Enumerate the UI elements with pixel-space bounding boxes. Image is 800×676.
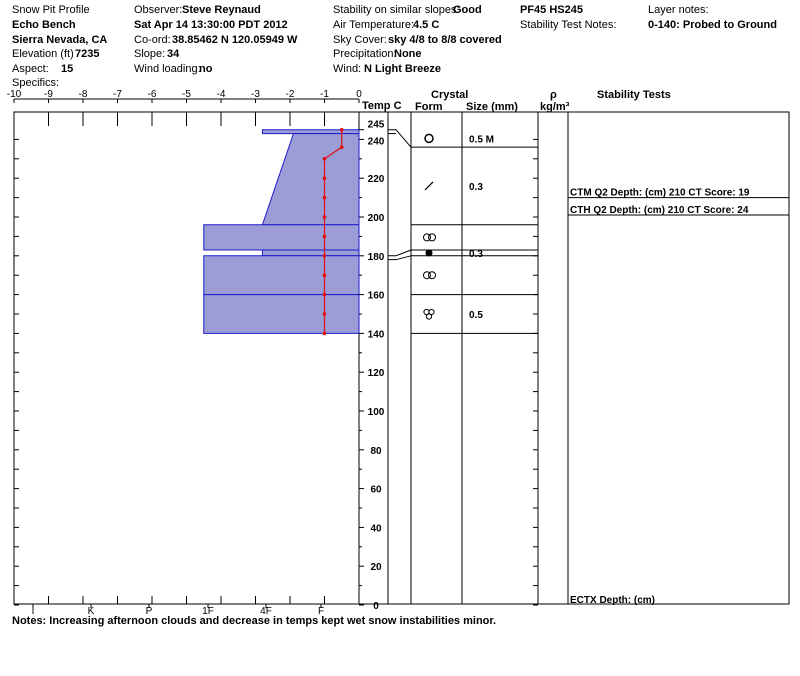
temp-tick-label: -10 (6, 89, 22, 100)
height-tick-label: 220 (367, 174, 385, 186)
air-temp-value: 4.5 C (413, 19, 440, 31)
rho-unit-header: kg/m³ (540, 101, 570, 113)
height-tick-label: 160 (367, 290, 385, 302)
hardness-layer (204, 295, 359, 334)
temperature-point (323, 312, 327, 316)
observer-label: Observer: (134, 4, 183, 16)
temp-tick-label: -3 (251, 89, 260, 100)
layer-columns (388, 130, 789, 606)
temperature-point (340, 145, 344, 149)
hardness-layer (204, 225, 359, 250)
pf-hs-value: PF45 HS245 (520, 4, 583, 16)
crystal-form-melt-clusters-icon (424, 309, 434, 319)
height-tick-label: 0 (373, 601, 379, 612)
hardness-tick-label: P (145, 606, 153, 617)
hardness-tick-label: F (317, 606, 325, 617)
grain-size-label: 0.5 (469, 310, 483, 321)
temperature-point (323, 196, 327, 200)
temp-tick-label: -8 (78, 89, 88, 100)
height-tick-label: 120 (367, 368, 385, 380)
temp-tick-label: 0 (356, 89, 362, 100)
precip-value: None (394, 48, 422, 60)
precip-label: Precipitation: (333, 48, 397, 60)
height-tick-label: 180 (367, 251, 385, 263)
temperature-point (323, 157, 327, 161)
crystal-column-header: Crystal (431, 89, 469, 101)
location-name: Echo Bench (12, 19, 76, 31)
temperature-point (323, 273, 327, 277)
height-tick-label: 240 (367, 136, 385, 148)
height-tick-label: 80 (370, 445, 382, 457)
wind-value: N Light Breeze (364, 63, 442, 75)
region-name: Sierra Nevada, CA (12, 34, 108, 46)
elevation-label: Elevation (ft) (12, 48, 74, 60)
sky-value: sky 4/8 to 8/8 covered (388, 34, 502, 46)
grain-size-label: 0.5 M (469, 134, 495, 146)
temp-tick-label: -9 (44, 89, 53, 100)
crystal-form-rounded-grains-icon (425, 134, 433, 142)
temperature-point (323, 332, 327, 336)
height-tick-label: 200 (367, 213, 385, 224)
layer-connector (388, 256, 411, 260)
hardness-tick-label: 1F (202, 606, 214, 617)
observer-value: Steve Reynaud (182, 4, 261, 16)
temp-tick-label: -4 (216, 89, 226, 100)
stability-tests-header: Stability Tests (597, 89, 671, 101)
temp-tick-label: -7 (113, 89, 122, 100)
temperature-point (323, 176, 327, 180)
aspect-value: 15 (61, 63, 74, 75)
height-tick-label: 245 (367, 119, 385, 131)
grain-size-label: 0.3 (469, 181, 483, 193)
aspect-label: Aspect: (12, 63, 49, 75)
temp-tick-label: -6 (147, 89, 157, 100)
slope-value: 34 (167, 48, 180, 60)
layer-connector (388, 130, 411, 147)
rho-column-header: ρ (550, 89, 557, 101)
hardness-layer (204, 256, 359, 295)
table-frame (359, 112, 789, 607)
temp-tick-label: -5 (182, 89, 191, 100)
crystal-form-facets-line-icon (425, 182, 433, 190)
crystal-form-filled-circle-icon (426, 249, 433, 256)
hardness-tick-label: 4F (260, 606, 272, 617)
faceted-crystal-icon (425, 182, 433, 190)
stability-notes-label: Stability Test Notes: (520, 19, 617, 31)
stability-test-label: CTH Q2 Depth: (cm) 210 CT Score: 24 (570, 205, 749, 217)
datetime-value: Sat Apr 14 13:30:00 PDT 2012 (134, 19, 288, 31)
stability-test-label: CTM Q2 Depth: (cm) 210 CT Score: 19 (570, 187, 750, 199)
elevation-value: 7235 (75, 48, 100, 60)
hardness-layer (262, 130, 359, 134)
air-temp-label: Air Temperature: (333, 19, 415, 31)
layer-notes-label: Layer notes: (648, 4, 709, 16)
crystal-form-melt-forms-double-icon (424, 272, 436, 279)
melt-form-circle-icon (429, 234, 436, 241)
grain-size-label: 0.3 (469, 248, 483, 260)
specifics-label: Specifics: (12, 77, 60, 89)
crystal-form-melt-forms-double-icon (424, 234, 436, 241)
slope-label: Slope: (134, 48, 166, 60)
temperature-point (323, 293, 327, 297)
rounded-grain-icon (425, 134, 433, 142)
height-tick-label: 60 (370, 484, 382, 496)
stability-test-label: ECTX Depth: (cm) (570, 595, 655, 607)
chart-frame (14, 99, 789, 607)
temperature-point (323, 254, 327, 258)
height-tick-label: 100 (367, 407, 385, 418)
melt-form-circle-icon (429, 272, 436, 279)
wind-loading-label: Wind loading: (134, 63, 201, 75)
size-column-header: Size (mm) (466, 101, 518, 113)
cluster-circle-icon (426, 314, 431, 319)
temp-tick-label: -1 (320, 89, 329, 100)
form-column-header: Form (415, 101, 443, 113)
layer-notes-value: 0-140: Probed to Ground (648, 19, 777, 31)
height-tick-label: 140 (367, 329, 385, 341)
stability-label: Stability on similar slopes: (333, 4, 460, 16)
wind-loading-value: no (199, 63, 213, 75)
height-tick-label: 20 (370, 562, 382, 574)
hardness-tick-label: K (87, 606, 95, 617)
hardness-layer (262, 250, 359, 256)
filled-grain-icon (426, 249, 433, 256)
temperature-point (323, 235, 327, 239)
temperature-point (340, 128, 344, 132)
wind-label: Wind: (333, 63, 362, 75)
temperature-point (323, 215, 327, 219)
sky-label: Sky Cover: (333, 34, 387, 46)
notes-text: Notes: Increasing afternoon clouds and decrease in temps kept wet snow instabilities minor. (12, 615, 497, 627)
stability-value: Good (453, 4, 482, 16)
coord-value: 38.85462 N 120.05949 W (172, 34, 298, 46)
hardness-tick-label: I (31, 606, 35, 617)
profile-label: Snow Pit Profile (12, 4, 90, 16)
temp-tick-label: -2 (285, 89, 295, 100)
coord-label: Co-ord: (134, 34, 171, 46)
layer-connector (388, 250, 411, 256)
temp-column-header: Temp C (362, 100, 402, 112)
height-tick-label: 40 (370, 523, 382, 535)
